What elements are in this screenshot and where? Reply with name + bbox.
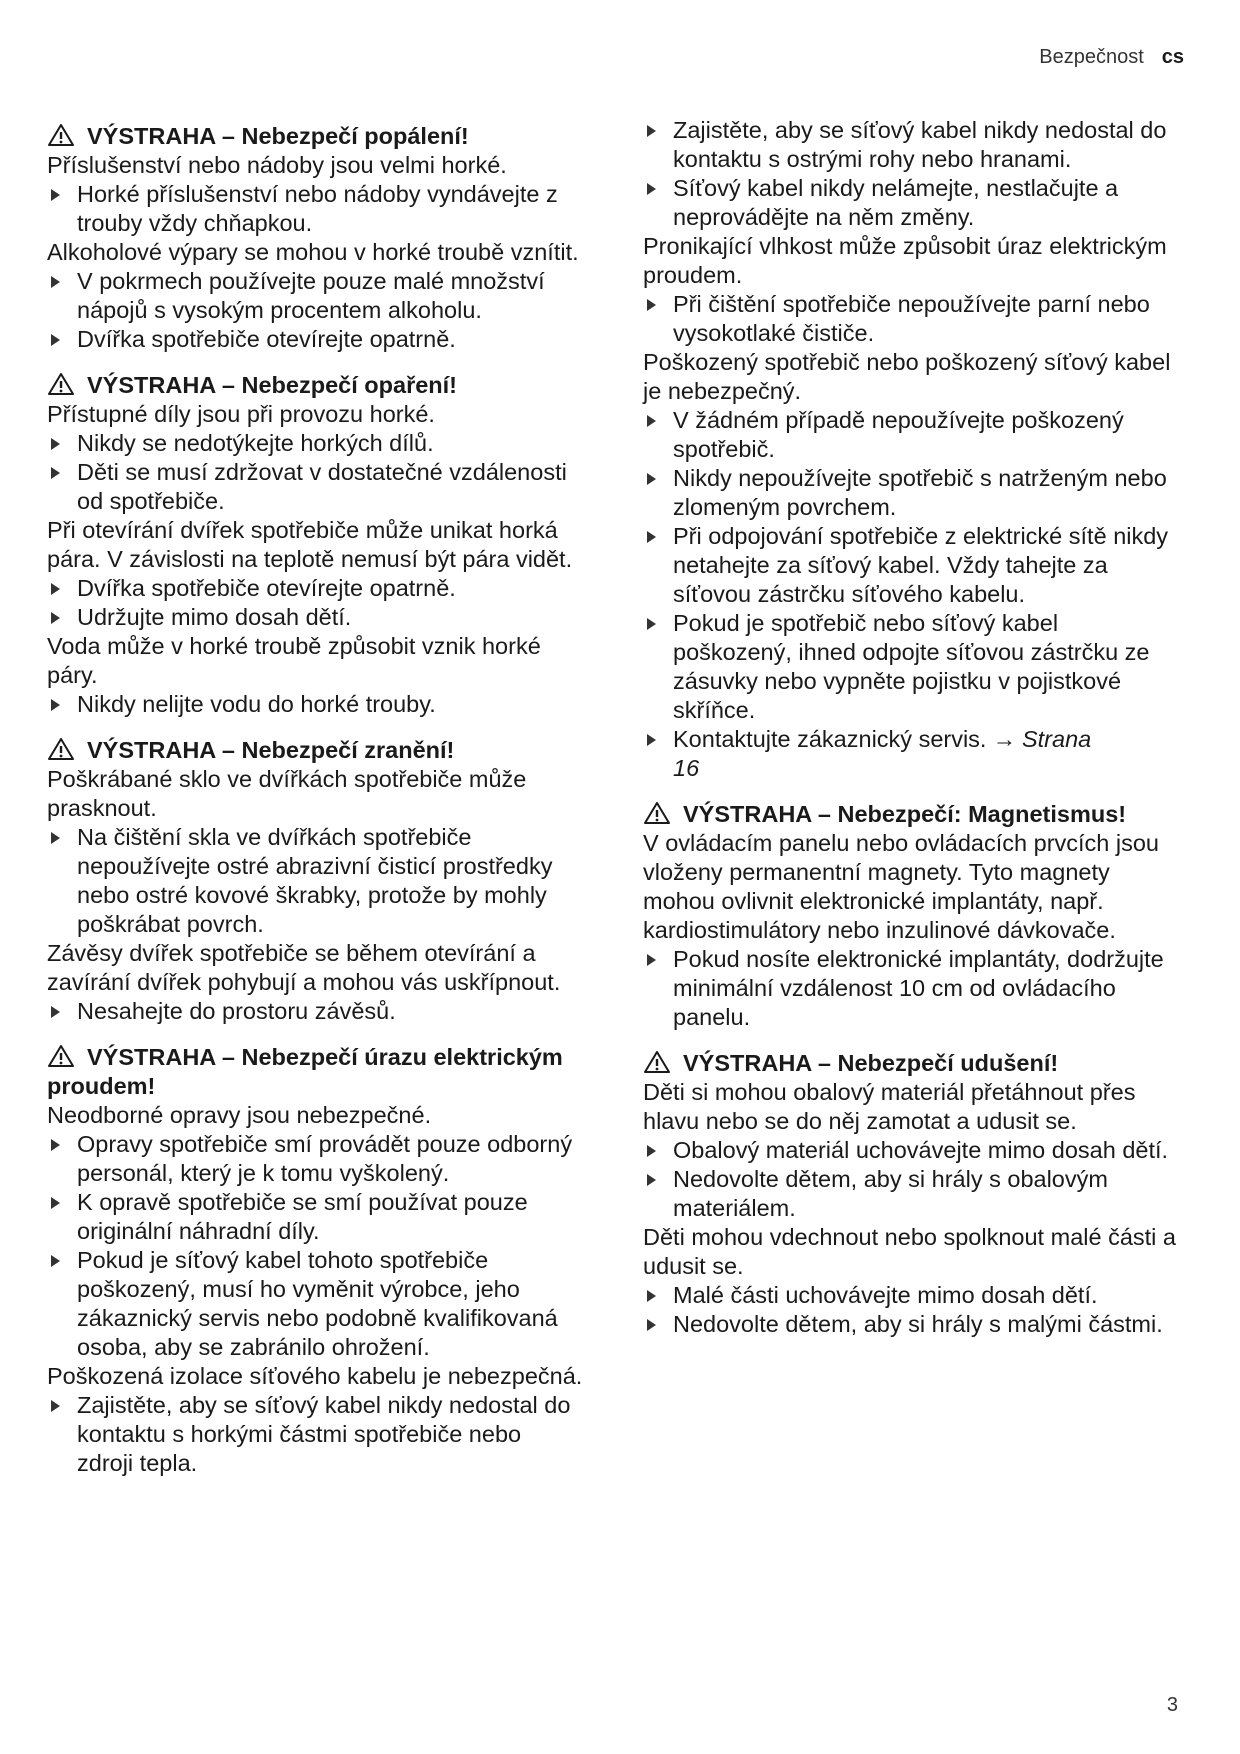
instruction-item — [47, 458, 583, 516]
instruction-text: Udržujte mimo dosah dětí. — [77, 604, 352, 630]
instruction-item — [47, 823, 583, 939]
instruction-text: Pokud je síťový kabel tohoto spotřebiče poškozený, musí ho vyměnit výrobce, jeho zákaznický servis nebo podobně kvalifikovaná osoba, aby se zabránilo ohrožení. — [77, 1247, 558, 1360]
instruction-item — [643, 725, 1179, 783]
warning-heading-text: VÝSTRAHA – Nebezpečí udušení! — [683, 1050, 1059, 1076]
language-code: cs — [1161, 46, 1184, 68]
paragraph-text: Přístupné díly jsou při provozu horké. — [47, 401, 435, 427]
warning-heading-text: VÝSTRAHA – Nebezpečí opaření! — [87, 372, 457, 398]
paragraph-text: Děti mohou vdechnout nebo spolknout malé části a udusit se. — [643, 1224, 1176, 1279]
instruction-text: V pokrmech používejte pouze malé množství nápojů s vysokým procentem alkoholu. — [77, 268, 545, 323]
bullet-arrow-icon — [647, 473, 656, 485]
instruction-item — [47, 574, 583, 603]
warning-heading-text: VÝSTRAHA – Nebezpečí úrazu elektrickým proudem! — [47, 1044, 563, 1099]
warning-heading — [47, 122, 583, 151]
instruction-text: Při odpojování spotřebiče z elektrické sítě nikdy netahejte za síťový kabel. Vždy tahejte za síťovou zástrčku síťového kabelu. — [673, 523, 1169, 607]
warning-heading-text: VÝSTRAHA – Nebezpečí zranění! — [87, 737, 455, 763]
instruction-item — [643, 1310, 1179, 1339]
bullet-arrow-icon — [51, 276, 60, 288]
paragraph-text: Voda může v horké troubě způsobit vznik horké páry. — [47, 633, 541, 688]
instruction-text: Pokud nosíte elektronické implantáty, dodržujte minimální vzdálenost 10 cm od ovládacího panelu. — [673, 946, 1164, 1030]
warning-triangle-icon — [47, 737, 75, 761]
instruction-item — [643, 464, 1179, 522]
paragraph-text: Při otevírání dvířek spotřebiče může unikat horká pára. V závislosti na teplotě nemusí být pára vidět. — [47, 517, 573, 572]
instruction-text: Nikdy se nedotýkejte horkých dílů. — [77, 430, 434, 456]
instruction-text: Obalový materiál uchovávejte mimo dosah dětí. — [673, 1137, 1169, 1163]
instruction-item — [643, 609, 1179, 725]
instruction-item — [47, 429, 583, 458]
instruction-item — [643, 116, 1179, 174]
paragraph-text: Poškozená izolace síťového kabelu je nebezpečná. — [47, 1363, 583, 1389]
instruction-text: Pokud je spotřebič nebo síťový kabel poškozený, ihned odpojte síťovou zástrčku ze zásuvky nebo vypněte pojistku v pojistkové skříňce. — [673, 610, 1150, 723]
paragraph-text: Příslušenství nebo nádoby jsou velmi horké. — [47, 152, 507, 178]
instruction-text: Zajistěte, aby se síťový kabel nikdy nedostal do kontaktu s horkými částmi spotřebiče nebo zdroji tepla. — [77, 1392, 571, 1476]
instruction-item — [643, 1165, 1179, 1223]
bullet-arrow-icon — [51, 334, 60, 346]
bullet-arrow-icon — [647, 1145, 656, 1157]
bullet-arrow-icon — [51, 832, 60, 844]
instruction-text: Opravy spotřebiče smí provádět pouze odborný personál, který je k tomu vyškolený. — [77, 1131, 573, 1186]
warning-heading-text: VÝSTRAHA – Nebezpečí popálení! — [87, 123, 469, 149]
instruction-text: Děti se musí zdržovat v dostatečné vzdálenosti od spotřebiče. — [77, 459, 567, 514]
left-column — [47, 122, 583, 1495]
warning-heading-text: VÝSTRAHA – Nebezpečí: Magnetismus! — [683, 801, 1127, 827]
warning-triangle-icon — [643, 801, 671, 825]
bullet-arrow-icon — [647, 734, 656, 746]
bullet-arrow-icon — [51, 612, 60, 624]
bullet-arrow-icon — [647, 954, 656, 966]
instruction-text: Nikdy nelijte vodu do horké trouby. — [77, 691, 436, 717]
instruction-item — [47, 267, 583, 325]
instruction-text: Na čištění skla ve dvířkách spotřebiče nepoužívejte ostré abrazivní čisticí prostředky nebo ostré kovové škrabky, protože by mohly poškrábat povrch. — [77, 824, 553, 937]
page-number: 3 — [1166, 1694, 1178, 1716]
instruction-text: Síťový kabel nikdy nelámejte, nestlačujte a neprovádějte na něm změny. — [673, 175, 1119, 230]
bullet-arrow-icon — [647, 183, 656, 195]
instruction-item — [47, 997, 583, 1026]
instruction-item — [47, 180, 583, 238]
instruction-item — [47, 1188, 583, 1246]
instruction-text: Nedovolte dětem, aby si hrály s malými částmi. — [673, 1311, 1163, 1337]
warning-heading — [47, 736, 583, 765]
instruction-item — [643, 290, 1179, 348]
warning-section — [47, 736, 583, 1026]
instruction-text: Dvířka spotřebiče otevírejte opatrně. — [77, 326, 456, 352]
page-header — [1039, 46, 1184, 69]
section-title: Bezpečnost — [1039, 46, 1144, 68]
warning-heading — [47, 371, 583, 400]
bullet-arrow-icon — [51, 1006, 60, 1018]
instruction-item — [47, 325, 583, 354]
instruction-item — [643, 406, 1179, 464]
warning-section — [47, 122, 583, 354]
warning-triangle-icon — [47, 1044, 75, 1068]
instruction-text: Horké příslušenství nebo nádoby vyndávejte z trouby vždy chňapkou. — [77, 181, 558, 236]
cross-reference-arrow-icon: → — [992, 726, 1016, 752]
warning-triangle-icon — [47, 123, 75, 147]
instruction-text: Nesahejte do prostoru závěsů. — [77, 998, 396, 1024]
bullet-arrow-icon — [51, 1139, 60, 1151]
warning-section — [643, 1049, 1179, 1339]
bullet-arrow-icon — [647, 125, 656, 137]
instruction-text: V žádném případě nepoužívejte poškozený spotřebič. — [673, 407, 1124, 462]
bullet-arrow-icon — [647, 299, 656, 311]
cross-reference-page: 16 — [673, 755, 700, 781]
instruction-item — [643, 522, 1179, 609]
bullet-arrow-icon — [647, 618, 656, 630]
warning-triangle-icon — [47, 372, 75, 396]
paragraph-text: V ovládacím panelu nebo ovládacích prvcích jsou vloženy permanentní magnety. Tyto magnety mohou ovlivnit elektronické implantáty, např. kardiostimulátory nebo inzulinové dávkovače. — [643, 830, 1160, 943]
bullet-arrow-icon — [51, 583, 60, 595]
instruction-text: Nedovolte dětem, aby si hrály s obalovým materiálem. — [673, 1166, 1108, 1221]
right-column — [643, 116, 1179, 1356]
instruction-item — [643, 174, 1179, 232]
cross-reference-label: Strana — [1021, 726, 1092, 752]
instruction-item — [47, 1130, 583, 1188]
bullet-arrow-icon — [51, 699, 60, 711]
bullet-arrow-icon — [51, 467, 60, 479]
paragraph-text: Alkoholové výpary se mohou v horké troubě vznítit. — [47, 239, 579, 265]
warning-section — [643, 116, 1179, 783]
instruction-item — [47, 690, 583, 719]
instruction-text: Dvířka spotřebiče otevírejte opatrně. — [77, 575, 456, 601]
instruction-text: Kontaktujte zákaznický servis. — [673, 726, 987, 752]
instruction-item — [643, 1281, 1179, 1310]
bullet-arrow-icon — [647, 1174, 656, 1186]
instruction-text: Nikdy nepoužívejte spotřebič s natrženým nebo zlomeným povrchem. — [673, 465, 1167, 520]
warning-heading — [47, 1043, 583, 1101]
paragraph-text: Pronikající vlhkost může způsobit úraz elektrickým proudem. — [643, 233, 1167, 288]
bullet-arrow-icon — [51, 1255, 60, 1267]
paragraph-text: Neodborné opravy jsou nebezpečné. — [47, 1102, 432, 1128]
bullet-arrow-icon — [51, 1400, 60, 1412]
instruction-text: Malé části uchovávejte mimo dosah dětí. — [673, 1282, 1098, 1308]
bullet-arrow-icon — [51, 1197, 60, 1209]
warning-section — [47, 1043, 583, 1478]
paragraph-text: Poškrábané sklo ve dvířkách spotřebiče může prasknout. — [47, 766, 527, 821]
instruction-text: Zajistěte, aby se síťový kabel nikdy nedostal do kontaktu s ostrými rohy nebo hranami. — [673, 117, 1167, 172]
warning-section — [643, 800, 1179, 1032]
paragraph-text: Závěsy dvířek spotřebiče se během otevírání a zavírání dvířek pohybují a mohou vás uskřípnout. — [47, 940, 561, 995]
instruction-text: K opravě spotřebiče se smí používat pouze originální náhradní díly. — [77, 1189, 528, 1244]
instruction-item — [643, 945, 1179, 1032]
warning-section — [47, 371, 583, 719]
bullet-arrow-icon — [647, 1290, 656, 1302]
warning-triangle-icon — [643, 1050, 671, 1074]
bullet-arrow-icon — [647, 1319, 656, 1331]
bullet-arrow-icon — [51, 438, 60, 450]
instruction-item — [47, 603, 583, 632]
bullet-arrow-icon — [647, 531, 656, 543]
warning-heading — [643, 1049, 1179, 1078]
paragraph-text: Děti si mohou obalový materiál přetáhnout přes hlavu nebo se do něj zamotat a udusit se. — [643, 1079, 1136, 1134]
instruction-item — [47, 1246, 583, 1362]
bullet-arrow-icon — [647, 415, 656, 427]
instruction-item — [643, 1136, 1179, 1165]
bullet-arrow-icon — [51, 189, 60, 201]
paragraph-text: Poškozený spotřebič nebo poškozený síťový kabel je nebezpečný. — [643, 349, 1171, 404]
instruction-text: Při čištění spotřebiče nepoužívejte parní nebo vysokotlaké čističe. — [673, 291, 1150, 346]
warning-heading — [643, 800, 1179, 829]
instruction-item — [47, 1391, 583, 1478]
